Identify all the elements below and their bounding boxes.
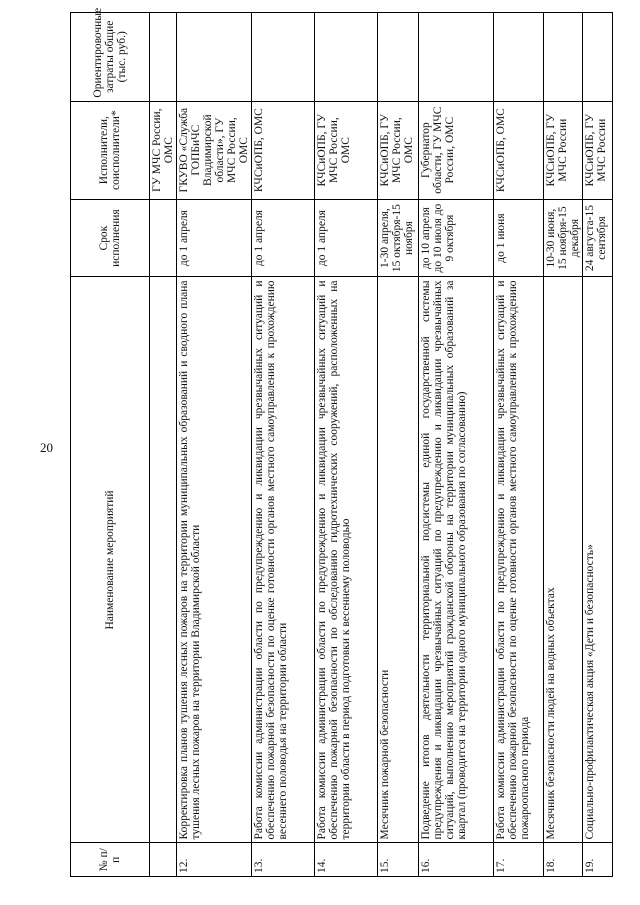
table-row	[177, 13, 252, 877]
row-name: Месячник пожарной безопасности	[378, 277, 419, 843]
row-exec: КЧСиОПБ, ГУ МЧС России	[583, 101, 613, 199]
row-term: 10-30 июня, 15 ноября-15 декабря	[544, 199, 583, 277]
row-name: Корректировка планов тушения лесных пожаров на территории муниципальных образований и сводного плана тушения лесных пожаров на территории Владимирской области	[177, 277, 252, 843]
table-row	[419, 13, 494, 877]
row-name: Месячник безопасности людей на водных объектах	[544, 277, 583, 843]
row-cost	[544, 13, 583, 102]
table-row	[544, 13, 583, 877]
row-num: 17.	[494, 843, 544, 877]
row-cost	[177, 13, 252, 102]
row-term: 1-30 апреля, 15 октября-15 ноября	[378, 199, 419, 277]
row-name: Работа комиссии администрации области по предупреждению и ликвидации чрезвычайных ситуаций и обеспечению пожарной безопасности по оценке готовности органов местного самоуправления к прохождению весеннего половодья на территории области	[252, 277, 315, 843]
row-term: до 1 апреля	[315, 199, 378, 277]
row-exec: КЧСиОПБ, ГУ МЧС России	[544, 101, 583, 199]
rotated-table-container	[70, 7, 608, 877]
row-num: 18.	[544, 843, 583, 877]
header-name: Наименование мероприятий	[71, 277, 150, 843]
row-name: Работа комиссии администрации области по предупреждению и ликвидации чрезвычайных ситуаций и обеспечению пожарной безопасности по оценке готовности органов местного самоуправления к прохождению пожароопасного периода	[494, 277, 544, 843]
row-term	[150, 199, 177, 277]
table-row	[378, 13, 419, 877]
table-header-row	[71, 13, 150, 877]
row-num	[150, 843, 177, 877]
row-exec: КЧСиОПБ, ОМС	[252, 101, 315, 199]
row-cost	[378, 13, 419, 102]
row-term: до 1 апреля	[252, 199, 315, 277]
header-exec: Исполнители, соисполнители*	[71, 101, 150, 199]
row-num: 14.	[315, 843, 378, 877]
table-row	[315, 13, 378, 877]
row-num: 19.	[583, 843, 613, 877]
row-num: 13.	[252, 843, 315, 877]
row-cost	[419, 13, 494, 102]
page-number: 20	[40, 440, 53, 455]
row-exec: КЧСиОПБ, ОМС	[494, 101, 544, 199]
table-row	[583, 13, 613, 877]
measures-table	[70, 7, 613, 877]
row-num: 16.	[419, 843, 494, 877]
row-exec: КЧСиОПБ, ГУ МЧС России, ОМС	[378, 101, 419, 199]
row-term: 24 августа-15 сентября	[583, 199, 613, 277]
row-term: до 10 апреля до 10 июля до 9 октября	[419, 199, 494, 277]
row-exec: ГУ МЧС России, ОМС	[150, 101, 177, 199]
row-name: Подведение итогов деятельности территориальной подсистемы единой государственной системы предупреждения и ликвидации чрезвычайных ситуаций по предупреждению и ликвидации чрезвычайных ситуаций, выполнению мероприятий гражданской обороны на территории муниципальных образований за квартал (проводится на территории одного муниципального образования по согласованию)	[419, 277, 494, 843]
row-exec: ГКУВО «Служба ГОПБиЧС Владимирской области», ГУ МЧС России, ОМС	[177, 101, 252, 199]
row-term: до 1 апреля	[177, 199, 252, 277]
row-num: 12.	[177, 843, 252, 877]
row-exec: Губернатор области, ГУ МЧС России, ОМС	[419, 101, 494, 199]
row-term: до 1 июня	[494, 199, 544, 277]
header-term: Срок исполнения	[71, 199, 150, 277]
table-row	[150, 13, 177, 877]
row-cost	[252, 13, 315, 102]
row-cost	[494, 13, 544, 102]
row-cost	[315, 13, 378, 102]
table-row	[494, 13, 544, 877]
header-num: № п/п	[71, 843, 150, 877]
row-name: Социально-профилактическая акция «Дети и безопасность»	[583, 277, 613, 843]
row-name: Работа комиссии администрации области по предупреждению и ликвидации чрезвычайных ситуаций и обеспечению пожарной безопасности по обследованию гидротехнических сооружений, расположенных на территории области в период подготовки к весеннему половодью	[315, 277, 378, 843]
row-cost	[150, 13, 177, 102]
row-exec: КЧСиОПБ, ГУ МЧС России, ОМС	[315, 101, 378, 199]
row-num: 15.	[378, 843, 419, 877]
row-cost	[583, 13, 613, 102]
header-cost: Ориентировочные затраты общие (тыс. руб.)	[71, 13, 150, 102]
row-name	[150, 277, 177, 843]
table-row	[252, 13, 315, 877]
